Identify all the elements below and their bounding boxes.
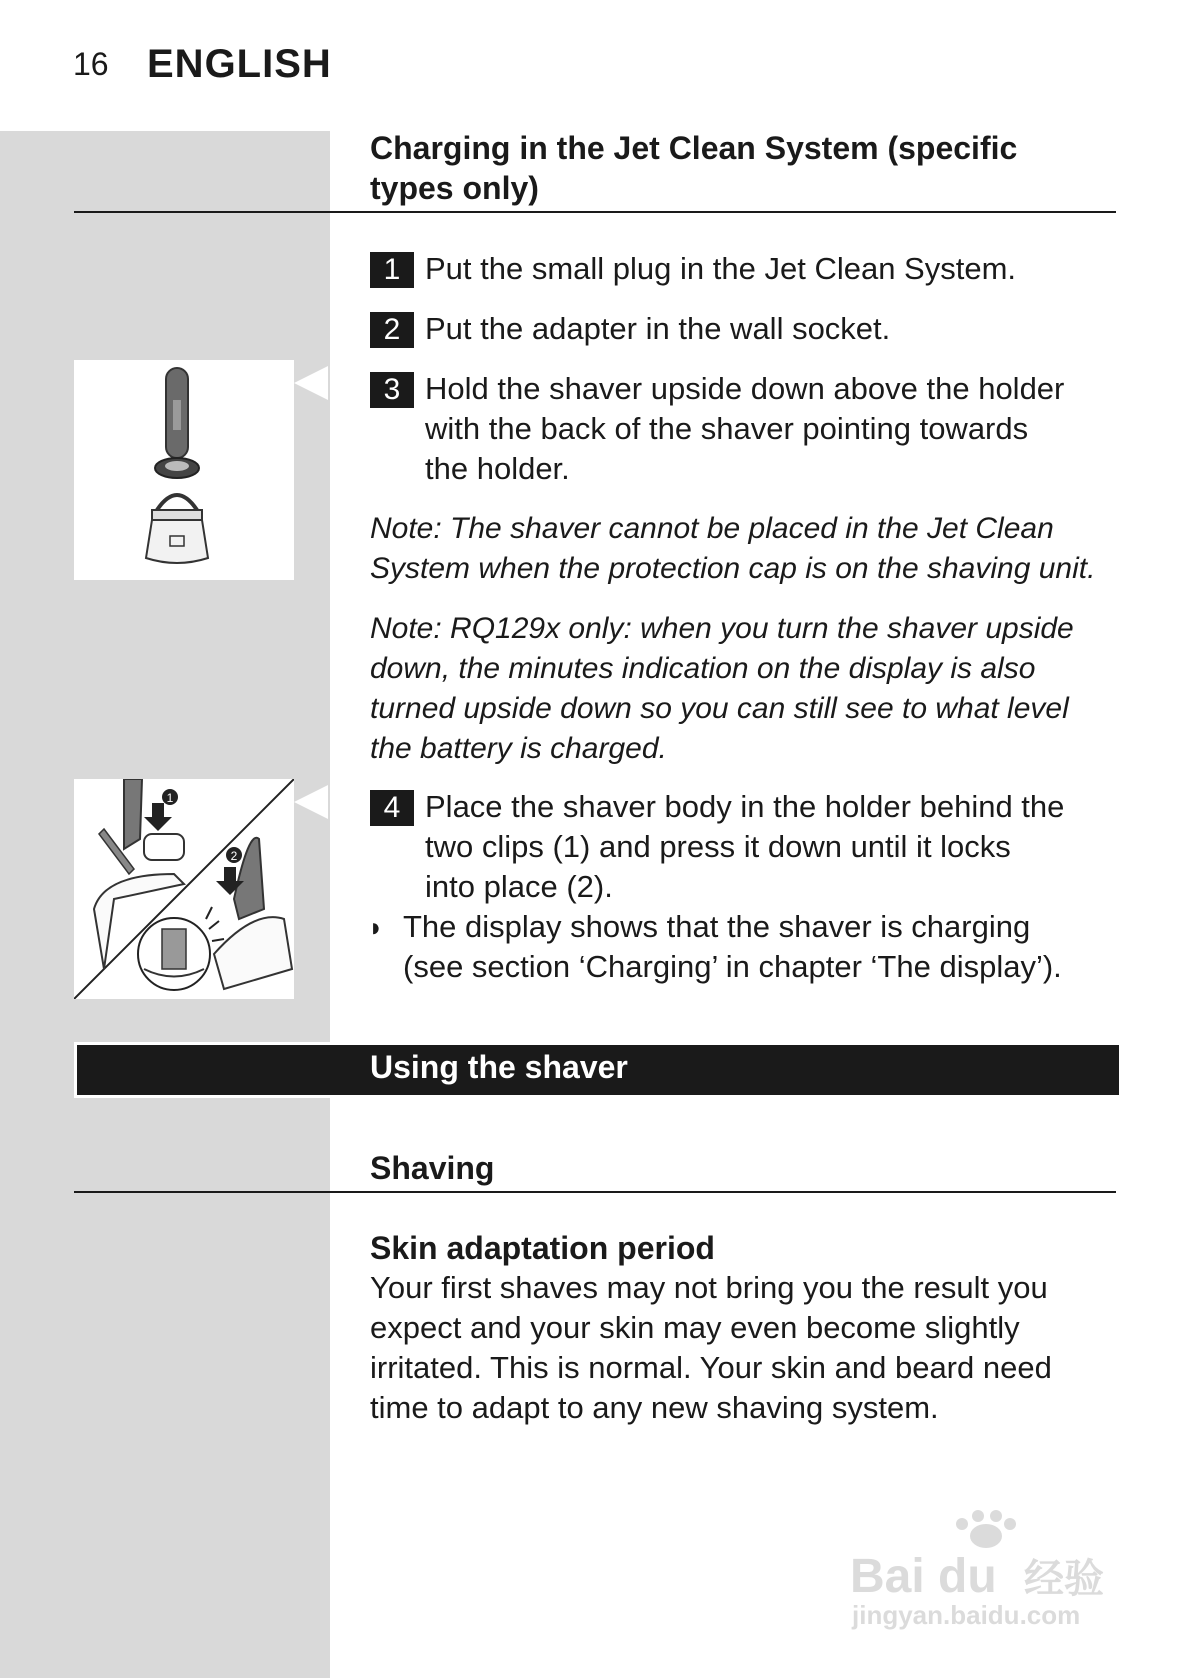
step-number-4: 4: [370, 790, 414, 826]
skin-text-line2: expect and your skin may even become slightly: [370, 1310, 1020, 1345]
section-rule: [74, 211, 1116, 213]
subsection-title-shaving: Shaving: [370, 1150, 495, 1186]
step-3-text-line3: the holder.: [425, 451, 570, 486]
baidu-watermark: [846, 1510, 1126, 1630]
result-text-line2: (see section ‘Charging’ in chapter ‘The display’).: [403, 949, 1062, 984]
figure-shaver-above-holder: [74, 360, 294, 580]
step-3-text-line1: Hold the shaver upside down above the holder: [425, 371, 1065, 406]
step-2-text: Put the adapter in the wall socket.: [425, 311, 891, 346]
step-4-text-line1: Place the shaver body in the holder behind the: [425, 789, 1065, 824]
skin-adaptation-title: Skin adaptation period: [370, 1230, 715, 1266]
note-1-line2: System when the protection cap is on the shaving unit.: [370, 552, 1096, 585]
step-4-text-line2: two clips (1) and press it down until it locks: [425, 829, 1011, 864]
step-4-text-line3: into place (2).: [425, 869, 613, 904]
note-2-line4: the battery is charged.: [370, 732, 667, 765]
watermark-brand: Bai du: [850, 1550, 997, 1603]
note-1-line1: Note: The shaver cannot be placed in the Jet Clean: [370, 512, 1054, 545]
section-title-charging-line1: Charging in the Jet Clean System (specific: [370, 130, 1018, 166]
skin-text-line4: time to adapt to any new shaving system.: [370, 1390, 939, 1425]
shaver-holder-illustration: [74, 360, 294, 580]
skin-text-line3: irritated. This is normal. Your skin and beard need: [370, 1350, 1052, 1385]
figure-label-1: 1: [166, 791, 174, 805]
note-2-line3: turned upside down so you can still see to what level: [370, 692, 1069, 725]
watermark-brand-cn: 经验: [1024, 1556, 1104, 1602]
skin-text-line1: Your first shaves may not bring you the result you: [370, 1270, 1048, 1305]
language-heading: ENGLISH: [147, 42, 332, 86]
watermark-url: jingyan.baidu.com: [852, 1600, 1081, 1630]
figure-place-shaver-in-holder: [74, 779, 294, 999]
figure-pointer: [294, 366, 328, 400]
step-number-2: 2: [370, 312, 414, 348]
paw-logo-icon: [846, 1510, 1126, 1630]
page-number: 16: [73, 46, 109, 82]
note-2-line1: Note: RQ129x only: when you turn the shaver upside: [370, 612, 1074, 645]
section-banner-title: Using the shaver: [370, 1049, 628, 1085]
step-1-text: Put the small plug in the Jet Clean System.: [425, 251, 1017, 286]
section-title-charging-line2: types only): [370, 170, 539, 206]
step-3-text-line2: with the back of the shaver pointing towards: [425, 411, 1029, 446]
subsection-rule: [74, 1191, 1116, 1193]
result-text-line1: The display shows that the shaver is charging: [403, 909, 1031, 944]
note-2-line2: down, the minutes indication on the display is also: [370, 652, 1036, 685]
step-number-3: 3: [370, 372, 414, 408]
result-bullet-icon: ◗: [368, 912, 384, 942]
step-number-1: 1: [370, 252, 414, 288]
figure-label-2: 2: [230, 849, 238, 863]
figure-pointer: [294, 785, 328, 819]
place-shaver-illustration: [74, 779, 294, 999]
